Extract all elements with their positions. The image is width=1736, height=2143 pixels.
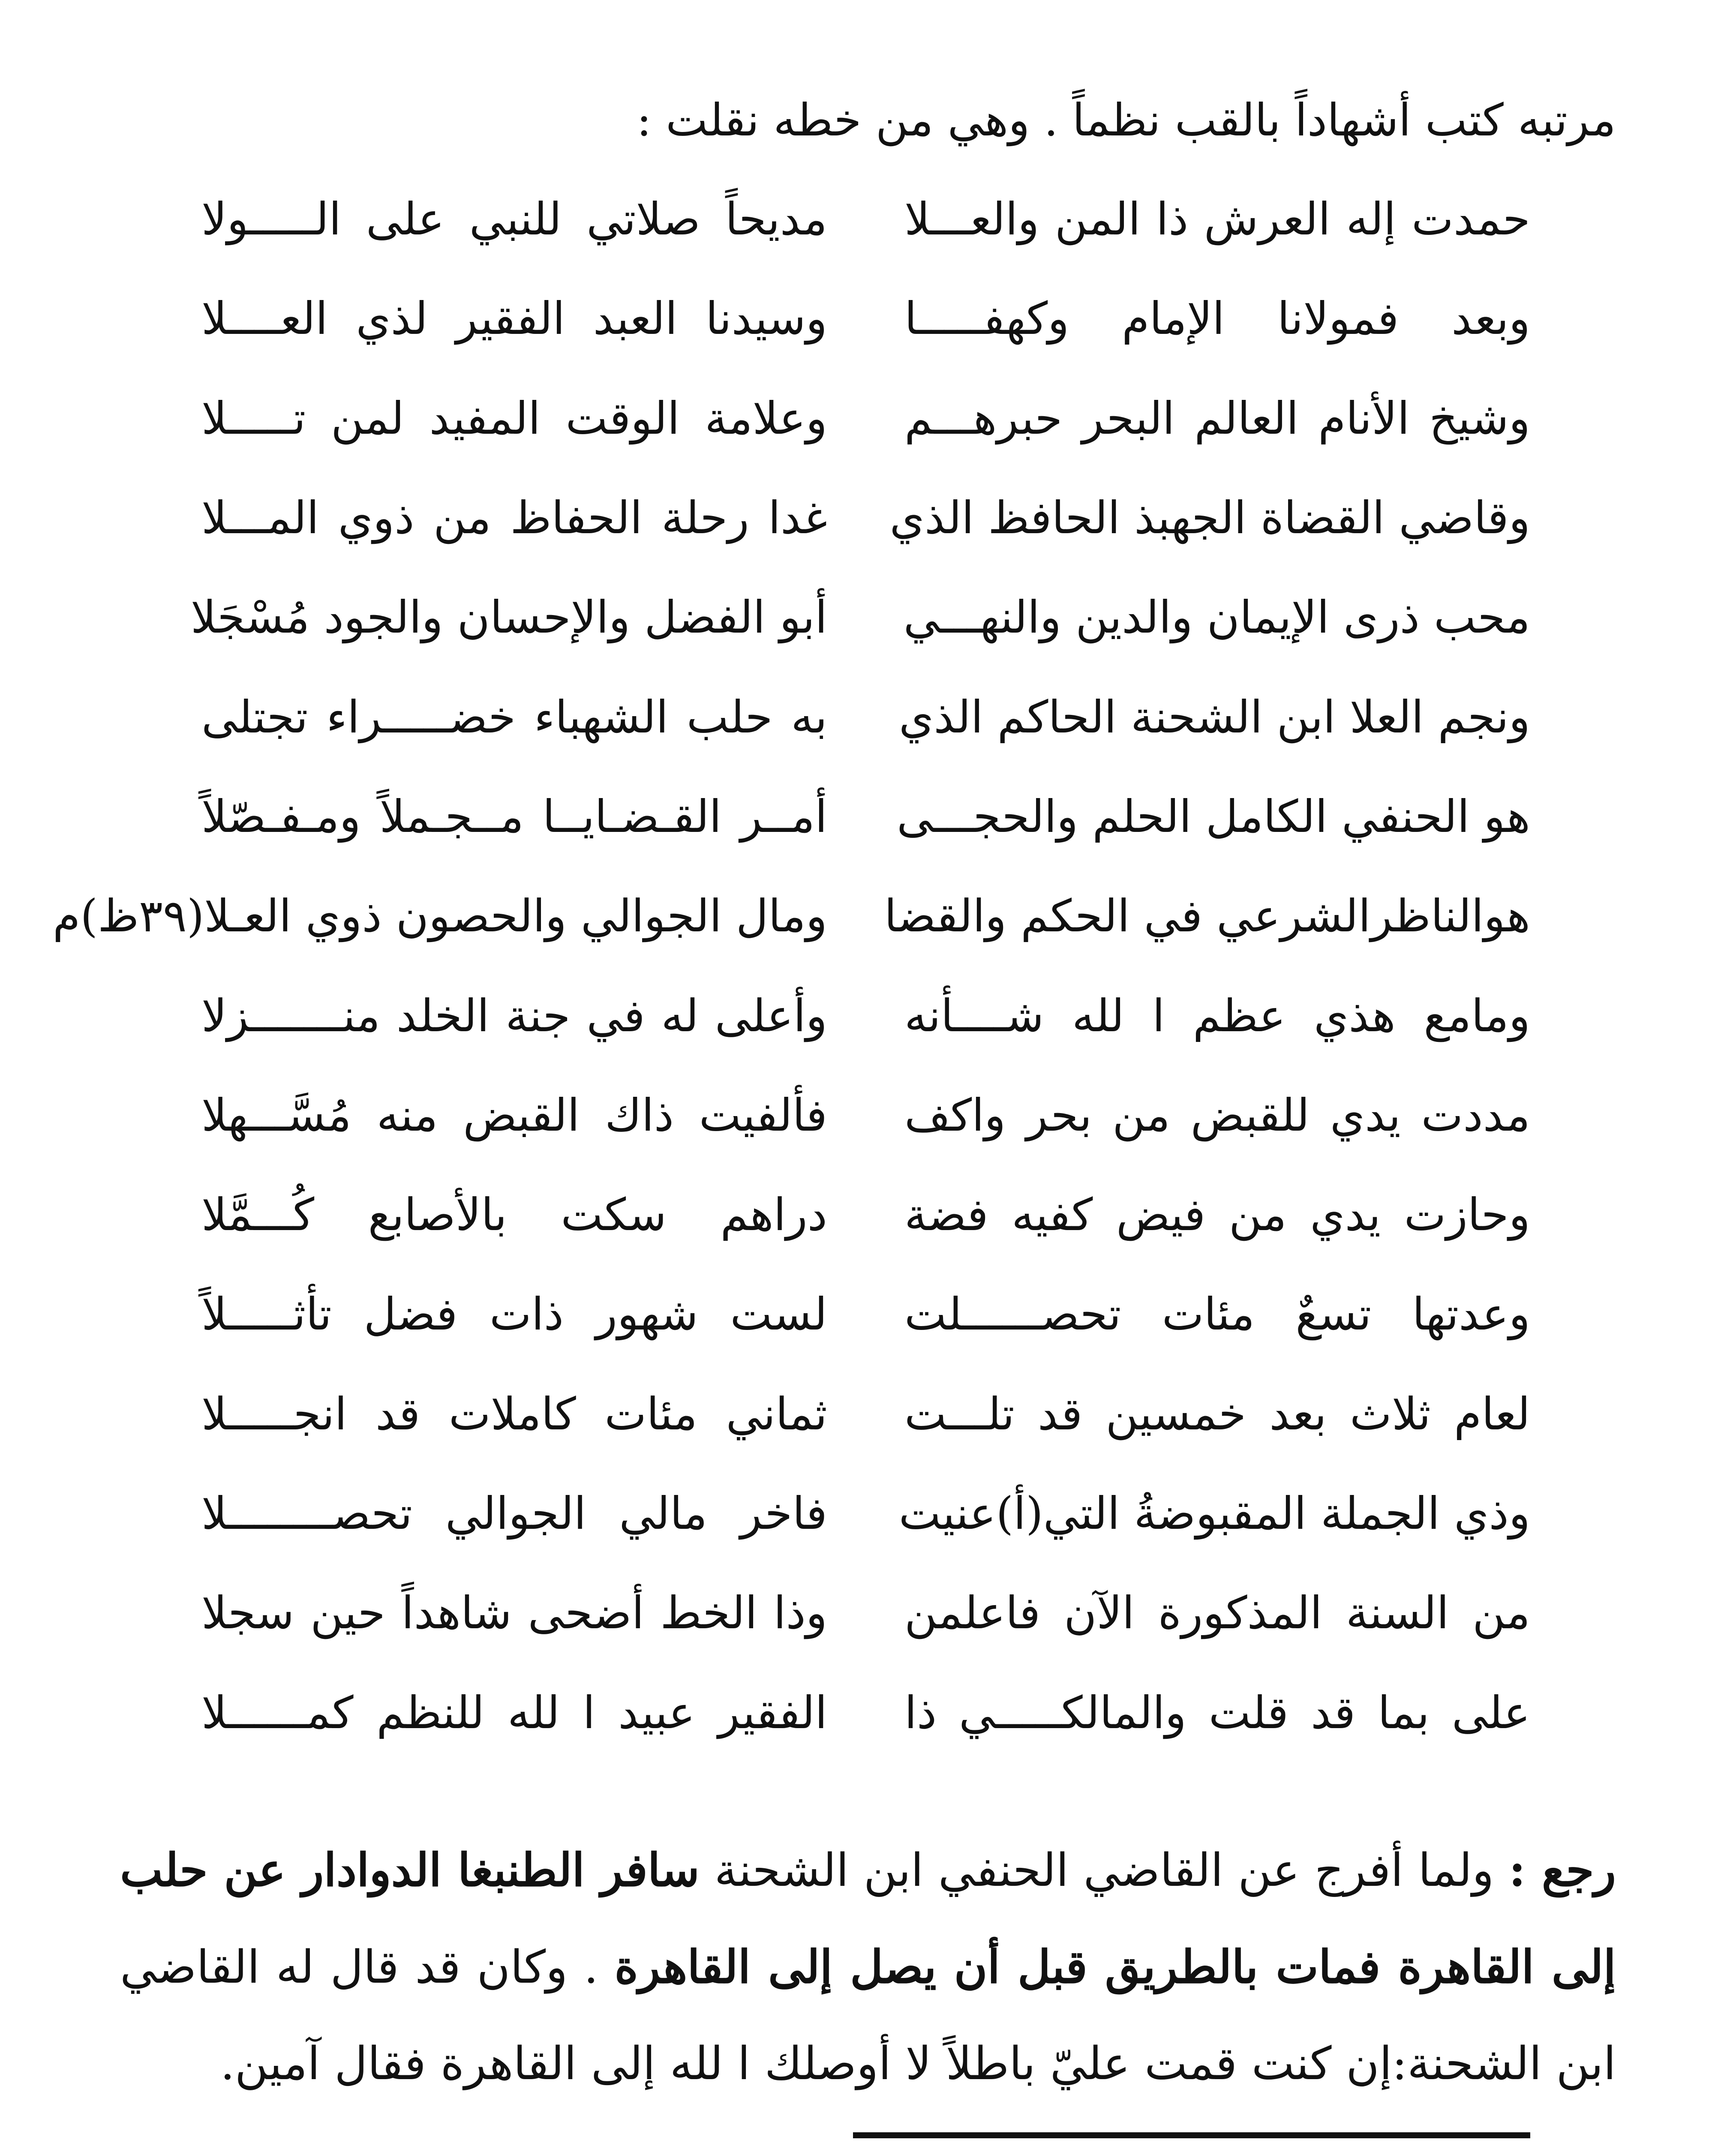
verse-first-hemistich: هو الحنفي الكامل الحلم والحجـــى — [897, 790, 1530, 843]
poem-verse — [201, 667, 1530, 766]
intro-line: مرتبه كتب أشهاداً بالقب نظماً . وهي من خطه نقلت : — [637, 94, 1616, 146]
verse-first-hemistich: وشيخ الأنام العالم البحر حبرهـــم — [904, 392, 1530, 444]
footnote-divider — [853, 2132, 1530, 2138]
verse-second-hemistich: وذا الخط أضحى شاهداً حين سجلا — [201, 1587, 827, 1639]
verse-second-hemistich: وأعلى له في جنة الخلد منـــــــزلا — [201, 989, 827, 1042]
verse-second-hemistich: أمــر القـضـايــا مــجـملاً ومـفـصّلاً — [201, 790, 827, 843]
verse-second-hemistich: لست شهور ذات فضل تأثـــــلاً — [201, 1288, 827, 1341]
poem-verse — [201, 767, 1530, 866]
poem-verse — [52, 866, 1530, 966]
verse-second-hemistich: به حلب الشهباء خضـــــراء تجتلى — [201, 690, 827, 743]
prose-paragraph — [120, 1822, 1616, 2112]
section-label: رجع : — [1508, 1843, 1616, 1897]
verse-first-hemistich: هوالناظرالشرعي في الحكم والقضا — [884, 890, 1530, 942]
verse-second-hemistich: ثماني مئات كاملات قد انجـــــلا — [201, 1387, 827, 1440]
poem-verse — [201, 1364, 1530, 1464]
verse-first-hemistich: ومامع هذي عظم ا لله شــــأنه — [904, 989, 1530, 1042]
verse-first-hemistich: وعدتها تسعٌ مئات تحصــــــلت — [904, 1288, 1530, 1341]
poem-verse — [201, 1663, 1530, 1762]
verse-first-hemistich: حمدت إله العرش ذا المن والعـــلا — [904, 193, 1530, 246]
verse-first-hemistich: لعام ثلاث بعد خمسين قد تلـــت — [904, 1387, 1530, 1440]
verse-second-hemistich: فاخر مالي الجوالي تحصــــــــلا — [201, 1487, 827, 1540]
prose-text: ولما أفرج عن القاضي الحنفي ابن الشحنة — [700, 1844, 1509, 1897]
verse-second-hemistich: ومال الجوالي والحصون ذوي العـلا(٣٩ظ)م — [52, 890, 827, 942]
verse-second-hemistich: وسيدنا العبد الفقير لذي العــــلا — [201, 292, 827, 345]
poem-verse — [201, 1165, 1530, 1264]
poem-verse — [201, 369, 1530, 468]
verse-first-hemistich: محب ذرى الإيمان والدين والنهـــي — [903, 591, 1530, 644]
prose-emphasis: سافر الطنبغا الدوادار عن حلب إلى القاهرة فمات بالطريق قبل أن يصل إلى القاهرة — [120, 1843, 1616, 1993]
poem-verse — [190, 567, 1530, 667]
poem-verse — [201, 269, 1530, 368]
verse-second-hemistich: وعلامة الوقت المفيد لمن تـــــلا — [201, 392, 827, 444]
verse-second-hemistich: أبو الفضل والإحسان والجود مُسْجَلا — [190, 591, 827, 644]
verse-first-hemistich: ونجم العلا ابن الشحنة الحاكم الذي — [899, 690, 1530, 743]
verse-first-hemistich: على بما قد قلت والمالكـــــي ذا — [904, 1686, 1530, 1739]
poem-verse — [201, 468, 1530, 567]
poem-verse — [201, 169, 1530, 269]
verse-first-hemistich: وبعد فمولانا الإمام وكهفـــــا — [904, 292, 1530, 345]
poem-verse — [201, 1264, 1530, 1364]
verse-second-hemistich: مديحاً صلاتي للنبي على الـــــولا — [201, 193, 827, 246]
verse-first-hemistich: وحازت يدي من فيض كفيه فضة — [904, 1189, 1530, 1241]
poem-verse — [201, 1464, 1530, 1563]
poem-verse — [201, 1563, 1530, 1663]
verse-first-hemistich: وذي الجملة المقبوضةُ التي(أ)عنيت — [898, 1487, 1530, 1540]
verse-second-hemistich: دراهم سكت بالأصابع كُـــمَّلا — [201, 1189, 827, 1241]
poem-verse — [201, 1065, 1530, 1165]
verse-first-hemistich: من السنة المذكورة الآن فاعلمن — [904, 1587, 1530, 1639]
prose-text-continued: . وكان قد قال له القاضي ابن الشحنة:إن كنت قمت عليّ باطلاً لا أوصلك ا لله إلى القاهرة فقال آمين. — [120, 1941, 1616, 2090]
verse-second-hemistich: فألفيت ذاك القبض منه مُسَّـــهلا — [201, 1089, 827, 1141]
verse-second-hemistich: غدا رحلة الحفاظ من ذوي المـــلا — [201, 492, 827, 544]
verse-first-hemistich: وقاضي القضاة الجهبذ الحافظ الذي — [889, 492, 1530, 544]
poem-verse — [201, 966, 1530, 1065]
poem — [52, 169, 1530, 1762]
verse-second-hemistich: الفقير عبيد ا لله للنظم كمــــــلا — [201, 1686, 827, 1739]
verse-first-hemistich: مددت يدي للقبض من بحر واكف — [904, 1089, 1530, 1141]
